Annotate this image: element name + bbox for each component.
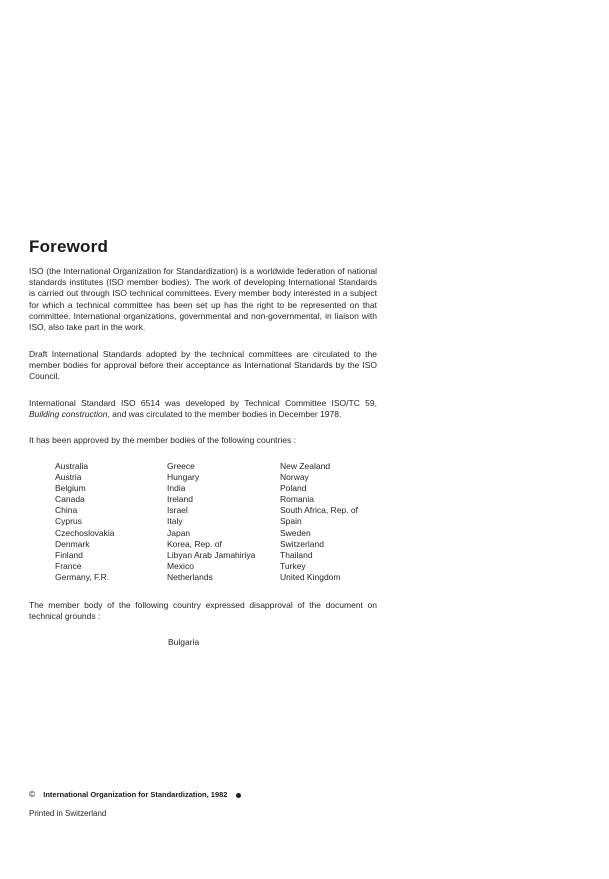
development-text-end: , and was circulated to the member bodies in December 1978.: [107, 409, 342, 420]
country-name: Netherlands: [167, 571, 213, 582]
copyright-text: International Organization for Standardization, 1982: [43, 790, 228, 799]
disapproving-country: Bulgaria: [168, 637, 200, 647]
country-name: Libyan Arab Jamahiriya: [167, 549, 256, 560]
country-name: South Africa, Rep. of: [280, 505, 358, 516]
printed-in-note: Printed in Switzerland: [29, 809, 107, 818]
country-name: Thailand: [280, 549, 313, 560]
country-name: Czechoslovakia: [55, 527, 115, 538]
country-name: New Zealand: [280, 461, 331, 471]
country-name: Switzerland: [280, 538, 324, 549]
country-name: Austria: [55, 472, 82, 483]
country-name: China: [55, 505, 78, 516]
copyright-line: [29, 789, 241, 799]
paragraph-development: [29, 398, 377, 420]
country-name: Canada: [55, 494, 85, 505]
country-name: Italy: [167, 516, 183, 527]
committee-title: Building construction: [29, 409, 108, 420]
country-name: United Kingdom: [280, 571, 341, 582]
copyright-symbol: ©: [29, 789, 36, 799]
country-name: Denmark: [55, 538, 90, 549]
country-name: Spain: [280, 516, 302, 527]
page-title: Foreword: [29, 237, 109, 256]
paragraph-disapproval: The member body of the following country expressed disapproval of the document on technical grounds :: [29, 600, 377, 622]
country-name: Romania: [280, 494, 315, 505]
bullet-dot-icon: [236, 793, 241, 798]
country-name: Greece: [167, 461, 195, 471]
country-name: Turkey: [280, 560, 306, 571]
country-name: Ireland: [167, 494, 193, 505]
country-name: Cyprus: [55, 516, 82, 527]
country-name: Sweden: [280, 527, 311, 538]
country-name: Norway: [280, 472, 309, 483]
approving-countries-list: [55, 461, 385, 583]
country-name: Australia: [55, 461, 89, 471]
country-name: Poland: [280, 483, 307, 494]
country-name: Hungary: [167, 472, 200, 483]
development-text-start: International Standard ISO 6514 was developed by Technical Committee ISO/TC 59,: [29, 398, 377, 408]
paragraph-approval: It has been approved by the member bodies of the following countries :: [29, 435, 296, 445]
country-name: Israel: [167, 505, 188, 516]
paragraph-iso-description: ISO (the International Organization for Standardization) is a worldwide federation of national standards institutes (ISO member bodies). The work of developing International Standards is carried out through ISO technical committees. Every member body interested in a subject for which a technical committee has been set up has the right to be represented on that committee. International organizations, governmental and non-governmental, in liaison with ISO, also take part in the work.: [29, 266, 377, 333]
country-name: Finland: [55, 549, 83, 560]
country-name: Mexico: [167, 560, 194, 571]
country-name: Belgium: [55, 483, 86, 494]
country-name: Germany, F.R.: [55, 571, 110, 582]
country-name: France: [55, 560, 82, 571]
country-name: Korea, Rep. of: [167, 538, 222, 549]
country-name: India: [167, 483, 186, 494]
country-name: Japan: [167, 527, 191, 538]
paragraph-draft-standards: Draft International Standards adopted by the technical committees are circulated to the member bodies for approval before their acceptance as International Standards by the ISO Council.: [29, 349, 377, 382]
